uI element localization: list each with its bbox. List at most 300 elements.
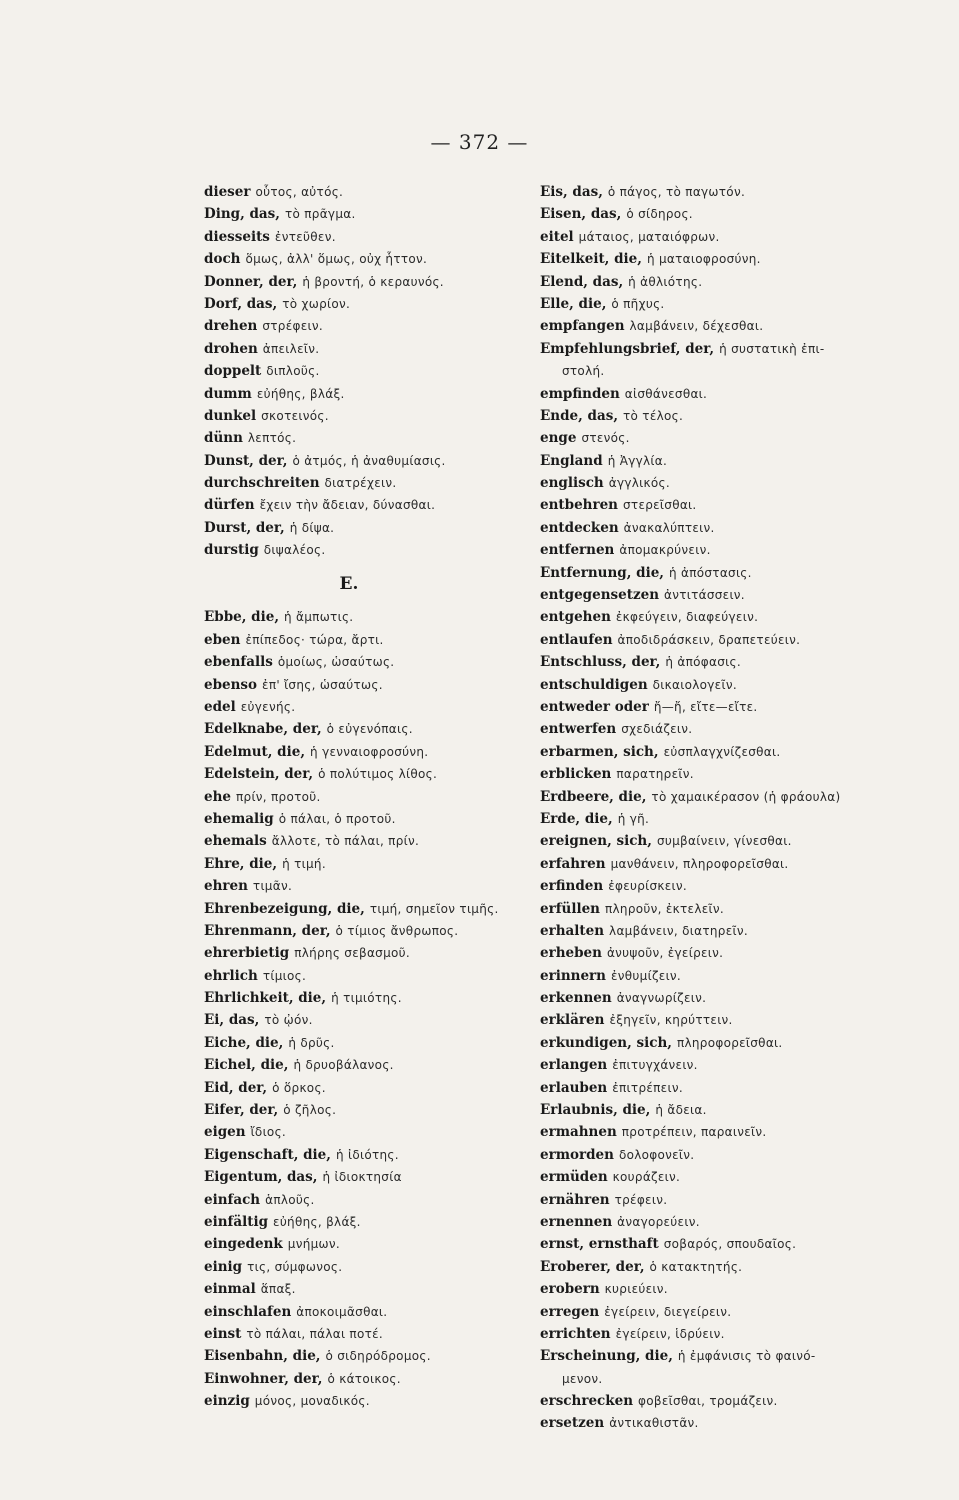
entry-gloss: ὁ κάτοικος. <box>327 1371 401 1386</box>
entry-gloss: λαμβάνειν, διατηρεῖν. <box>609 923 748 938</box>
entry-headword: entdecken <box>540 519 619 536</box>
dictionary-entry <box>204 539 494 561</box>
entry-gloss: μανθάνειν, πληροφορεῖσθαι. <box>610 856 789 871</box>
dictionary-entry <box>204 1233 494 1255</box>
entry-gloss: ἡ ἄμπωτις. <box>284 610 354 625</box>
entry-headword: entwerfen <box>540 721 617 738</box>
entry-gloss: πληροῦν, ἐκτελεῖν. <box>605 901 725 916</box>
dictionary-entry <box>204 203 494 225</box>
entry-headword: einfach <box>204 1191 261 1208</box>
entry-headword: dunkel <box>204 407 257 424</box>
entry-gloss: πληροφορεῖσθαι. <box>676 1035 783 1050</box>
entry-gloss: ἀντιτάσσειν. <box>664 588 745 603</box>
dictionary-entry <box>540 338 860 360</box>
entry-gloss: ἡ τιμή. <box>282 856 326 871</box>
dictionary-entry <box>540 315 860 337</box>
dictionary-entry <box>204 494 494 516</box>
dictionary-entry <box>540 987 860 1009</box>
entry-headword: erfüllen <box>540 900 600 917</box>
entry-gloss: ἐξηγεῖν, κηρύττειν. <box>609 1013 733 1028</box>
entry-gloss: συμβαίνειν, γίνεσθαι. <box>656 834 792 849</box>
entry-gloss: ἐγείρειν, ἱδρύειν. <box>615 1326 725 1341</box>
entry-headword: erregen <box>540 1303 600 1320</box>
dictionary-entry <box>204 383 494 405</box>
entry-gloss: τρέφειν. <box>614 1192 668 1207</box>
entry-headword: erblicken <box>540 766 612 783</box>
entry-gloss: τιμᾶν. <box>252 879 293 894</box>
dictionary-entry <box>204 181 494 203</box>
dictionary-entry <box>204 338 494 360</box>
entry-gloss: εὐγενής. <box>240 700 296 714</box>
entry-gloss: ὁ τίμιος ἄνθρωπος. <box>335 923 459 938</box>
entry-headword: Ding, das, <box>204 206 280 223</box>
dictionary-entry <box>204 1099 494 1121</box>
dictionary-entry <box>204 1278 494 1300</box>
entry-gloss: ἡ ματαιοφροσύνη. <box>646 252 761 267</box>
dictionary-entry <box>540 271 860 293</box>
dictionary-entry <box>540 293 860 315</box>
dictionary-entry <box>540 1099 860 1121</box>
dictionary-entry <box>540 808 860 830</box>
dictionary-entry <box>540 898 860 920</box>
entry-gloss: ἡ τιμιότης. <box>331 991 402 1006</box>
entry-gloss: ὁ ὅρκος. <box>272 1080 326 1095</box>
dictionary-entry <box>204 472 494 494</box>
entry-headword: Edelmut, die, <box>204 743 306 760</box>
entry-headword: ermüden <box>540 1169 608 1186</box>
entry-headword: ehrlich <box>204 967 258 984</box>
left-column <box>204 181 499 1413</box>
dictionary-entry <box>204 786 494 808</box>
entry-gloss: στρέφειν. <box>262 319 323 334</box>
entry-headword: Erscheinung, die, <box>540 1348 673 1365</box>
entry-headword: Entfernung, die, <box>540 564 664 581</box>
entry-headword: Entschluss, der, <box>540 654 661 671</box>
entry-gloss: μενον. <box>562 1371 603 1386</box>
entry-headword: erklären <box>540 1012 605 1029</box>
entry-gloss: οὗτος, αὐτός. <box>255 185 344 199</box>
entry-headword: Dorf, das, <box>204 295 278 312</box>
dictionary-entry <box>540 942 860 964</box>
entry-gloss: ἡ ἀπόστασις. <box>669 565 752 580</box>
entry-gloss: ἔχειν τὴν ἄδειαν, δύνασθαι. <box>259 498 436 513</box>
letter-heading: E. <box>339 573 359 594</box>
dictionary-entry <box>540 1256 860 1278</box>
entry-headword: durstig <box>204 542 259 559</box>
dictionary-entry <box>204 965 494 987</box>
entry-gloss: τὸ τέλος. <box>623 408 684 423</box>
entry-gloss: ἀπομακρύνειν. <box>619 543 711 558</box>
entry-headword: dumm <box>204 385 252 402</box>
entry-gloss: κουράζειν. <box>612 1170 681 1185</box>
dictionary-entry <box>204 808 494 830</box>
entry-headword: Edelstein, der, <box>204 766 314 783</box>
entry-gloss: ὁ σιδηρόδρομος. <box>325 1349 431 1364</box>
entry-headword: Erde, die, <box>540 810 613 827</box>
entry-gloss: λαμβάνειν, δέχεσθαι. <box>629 319 764 334</box>
entry-gloss: προτρέπειν, παραινεῖν. <box>621 1125 767 1140</box>
dictionary-entry <box>204 920 494 942</box>
entry-gloss: ἡ δίψα. <box>289 520 335 535</box>
dictionary-entry <box>204 987 494 1009</box>
entry-gloss: τὸ χαμαικέρασον (ἡ φράουλα) <box>651 789 841 804</box>
entry-headword: Elend, das, <box>540 273 624 290</box>
entry-headword: englisch <box>540 475 604 492</box>
dictionary-entry <box>204 696 494 718</box>
entry-headword: Eid, der, <box>204 1079 268 1096</box>
dictionary-entry <box>204 1368 494 1390</box>
entry-gloss: ὁ ζῆλος. <box>283 1103 337 1118</box>
entry-gloss: ἀπειλεῖν. <box>262 341 320 356</box>
entry-gloss: ἐπίπεδος· τώρα, ἄρτι. <box>245 632 384 647</box>
entry-headword: Eichel, die, <box>204 1057 289 1074</box>
dictionary-entry <box>540 248 860 270</box>
entry-gloss: διατρέχειν. <box>324 476 397 491</box>
entry-headword: eingedenk <box>204 1236 283 1253</box>
dictionary-entry <box>540 875 860 897</box>
entry-headword: drohen <box>204 340 258 357</box>
entry-gloss: στενός. <box>581 431 630 446</box>
entry-headword: Erlaubnis, die, <box>540 1102 651 1119</box>
dictionary-entry <box>204 898 499 920</box>
dictionary-entry <box>540 562 860 584</box>
dictionary-entry <box>204 763 494 785</box>
entry-gloss: ἡ ἄδεια. <box>655 1103 707 1118</box>
entry-gloss: ἀποδιδράσκειν, δραπετεύειν. <box>617 632 801 647</box>
entry-headword: dürfen <box>204 497 255 514</box>
dictionary-entry-continuation <box>540 1368 860 1390</box>
entry-gloss: ἡ ἀθλιότης. <box>628 274 703 289</box>
entry-gloss: στολή. <box>562 364 605 379</box>
entry-gloss: ἡ γενναιοφροσύνη. <box>310 744 429 759</box>
entry-gloss: δικαιολογεῖν. <box>652 677 737 692</box>
entry-gloss: ἀναγνωρίζειν. <box>616 991 707 1006</box>
entry-headword: diesseits <box>204 228 270 245</box>
entry-headword: doppelt <box>204 363 262 380</box>
dictionary-entry <box>540 1412 860 1434</box>
entry-headword: edel <box>204 699 236 715</box>
dictionary-entry <box>540 472 860 494</box>
entry-gloss: ἡ γῆ. <box>617 811 650 826</box>
entry-headword: erlauben <box>540 1079 608 1096</box>
dictionary-entry <box>540 584 860 606</box>
entry-gloss: ἡ συστατικὴ ἐπι- <box>719 341 825 356</box>
entry-headword: dünn <box>204 430 243 447</box>
dictionary-entry <box>540 629 860 651</box>
entry-gloss: ἡ βροντή, ὁ κεραυνός. <box>302 274 444 289</box>
entry-gloss: δολοφονεῖν. <box>618 1147 695 1162</box>
entry-gloss: ἤ—ἤ, εἴτε—εἴτε. <box>653 699 758 714</box>
entry-gloss: κυριεύειν. <box>604 1282 668 1297</box>
dictionary-entry-continuation <box>540 360 860 382</box>
dictionary-entry <box>540 517 860 539</box>
entry-gloss: μόνος, μοναδικός. <box>254 1394 370 1409</box>
entry-gloss: ἀγγλικός. <box>608 476 670 491</box>
entry-headword: empfinden <box>540 385 620 402</box>
entry-headword: ermahnen <box>540 1124 617 1141</box>
dictionary-entry <box>204 315 494 337</box>
dictionary-entry <box>204 226 494 248</box>
entry-gloss: ὁ πάλαι, ὁ προτοῦ. <box>278 811 396 826</box>
dictionary-entry <box>540 920 860 942</box>
dictionary-entry <box>204 741 494 763</box>
entry-headword: ehe <box>204 788 231 805</box>
entry-headword: Dunst, der, <box>204 452 288 469</box>
entry-headword: erfinden <box>540 878 604 895</box>
entry-headword: erschrecken <box>540 1393 634 1410</box>
entry-gloss: μνήμων. <box>287 1237 341 1252</box>
entry-headword: erfahren <box>540 855 606 872</box>
dictionary-entry <box>540 450 860 472</box>
entry-gloss: παρατηρεῖν. <box>616 767 694 782</box>
entry-gloss: ἡ ἀπόφασις. <box>665 655 741 670</box>
dictionary-entry <box>204 875 494 897</box>
entry-headword: einschlafen <box>204 1303 292 1320</box>
entry-headword: Ei, das, <box>204 1012 260 1029</box>
entry-gloss: στερεῖσθαι. <box>623 498 697 513</box>
dictionary-entry <box>540 1121 860 1143</box>
dictionary-entry <box>540 494 860 516</box>
entry-headword: erbarmen, sich, <box>540 743 659 760</box>
dictionary-entry <box>204 1032 494 1054</box>
entry-headword: Erdbeere, die, <box>540 788 647 805</box>
dictionary-entry <box>540 1189 860 1211</box>
entry-headword: entlaufen <box>540 631 613 648</box>
dictionary-entry <box>540 606 860 628</box>
entry-headword: Eitelkeit, die, <box>540 251 642 268</box>
dictionary-entry <box>204 853 494 875</box>
entry-headword: empfangen <box>540 318 625 335</box>
entry-gloss: τὸ πάλαι, πάλαι ποτέ. <box>246 1326 384 1341</box>
entry-headword: England <box>540 452 603 469</box>
dictionary-entry <box>540 696 860 718</box>
dictionary-entry <box>204 271 494 293</box>
entry-headword: ermorden <box>540 1146 614 1163</box>
entry-gloss: ἁπλοῦς. <box>265 1192 315 1207</box>
entry-gloss: τίμιος. <box>262 968 307 983</box>
entry-gloss: ὁ πάγος, τὸ παγωτόν. <box>607 185 746 199</box>
entry-gloss: σοβαρός, σπουδαῖος. <box>663 1237 797 1252</box>
entry-gloss: τὸ ᾠόν. <box>264 1013 313 1028</box>
dictionary-entry <box>204 360 494 382</box>
dictionary-entry <box>540 1032 860 1054</box>
dictionary-entry <box>204 1323 494 1345</box>
entry-gloss: ἀνυψοῦν, ἐγείρειν. <box>606 946 724 961</box>
entry-headword: Donner, der, <box>204 273 298 290</box>
entry-headword: Edelknabe, der, <box>204 721 322 738</box>
entry-gloss: ἐπ' ἴσης, ὡσαύτως. <box>262 677 383 692</box>
dictionary-entry <box>540 203 860 225</box>
dictionary-entry <box>204 1144 494 1166</box>
dictionary-entry <box>204 1009 494 1031</box>
entry-headword: ehren <box>204 878 248 895</box>
entry-headword: entfernen <box>540 542 615 559</box>
entry-gloss: φοβεῖσθαι, τρομάζειν. <box>638 1394 778 1409</box>
entry-headword: ehrerbietig <box>204 945 290 962</box>
entry-headword: Eigenschaft, die, <box>204 1146 331 1163</box>
entry-headword: ernst, ernsthaft <box>540 1236 659 1253</box>
dictionary-entry <box>540 1144 860 1166</box>
entry-headword: Ehrenbezeigung, die, <box>204 900 365 917</box>
dictionary-entry <box>204 942 494 964</box>
entry-headword: einzig <box>204 1393 250 1410</box>
dictionary-entry <box>204 1121 494 1143</box>
entry-gloss: ἡ ἰδιότης. <box>335 1147 399 1162</box>
entry-headword: ereignen, sich, <box>540 833 652 850</box>
entry-headword: Eigentum, das, <box>204 1169 318 1186</box>
dictionary-entry <box>540 226 860 248</box>
entry-gloss: διπλοῦς. <box>266 364 320 379</box>
entry-headword: entbehren <box>540 497 619 514</box>
entry-headword: Eiche, die, <box>204 1034 284 1051</box>
entry-headword: einmal <box>204 1281 256 1298</box>
entry-gloss: ἐφευρίσκειν. <box>608 879 688 894</box>
entry-headword: enge <box>540 430 577 447</box>
entry-gloss: διψαλέος. <box>263 543 326 558</box>
entry-headword: einig <box>204 1258 243 1275</box>
entry-headword: erobern <box>540 1281 600 1298</box>
dictionary-entry <box>204 293 494 315</box>
dictionary-entry <box>540 1301 860 1323</box>
dictionary-entry <box>204 606 494 628</box>
entry-gloss: ἐπιτρέπειν. <box>612 1080 683 1095</box>
dictionary-entry <box>540 830 860 852</box>
dictionary-entry <box>540 651 860 673</box>
entry-gloss: ἴδιος. <box>250 1125 287 1140</box>
entry-gloss: ἡ δρυοβάλανος. <box>293 1058 394 1073</box>
entry-gloss: ἀναγορεύειν. <box>617 1214 700 1229</box>
entry-headword: Empfehlungsbrief, der, <box>540 340 715 357</box>
dictionary-entry <box>204 1211 494 1233</box>
dictionary-entry <box>540 539 860 561</box>
entry-headword: ehemalig <box>204 810 274 827</box>
entry-headword: Eis, das, <box>540 184 603 200</box>
dictionary-entry <box>540 1390 860 1412</box>
dictionary-entry <box>540 1233 860 1255</box>
entry-headword: Ehrlichkeit, die, <box>204 990 327 1007</box>
dictionary-entry <box>204 1345 494 1367</box>
entry-gloss: ἐντεῦθεν. <box>274 229 336 244</box>
dictionary-entry <box>540 1166 860 1188</box>
entry-gloss: ἡ ἰδιοκτησία <box>322 1170 402 1185</box>
entry-gloss: ὁμοίως, ὡσαύτως. <box>277 655 395 670</box>
entry-headword: durchschreiten <box>204 475 320 492</box>
dictionary-entry <box>204 450 494 472</box>
entry-gloss: λεπτός. <box>247 431 297 446</box>
entry-headword: drehen <box>204 318 258 335</box>
entry-gloss: σκοτεινός. <box>261 408 329 423</box>
entry-gloss: ὁ πῆχυς. <box>611 296 665 311</box>
entry-gloss: εὐήθης, βλάξ. <box>273 1214 361 1229</box>
dictionary-entry <box>204 1301 494 1323</box>
dictionary-entry <box>540 786 860 808</box>
dictionary-entry <box>540 1077 860 1099</box>
entry-gloss: εὐσπλαγχνίζεσθαι. <box>663 744 781 759</box>
entry-headword: Ebbe, die, <box>204 609 280 626</box>
entry-gloss: αἰσθάνεσθαι. <box>624 386 708 401</box>
entry-headword: einfältig <box>204 1213 269 1230</box>
entry-gloss: τὸ χωρίον. <box>282 296 351 311</box>
dictionary-entry <box>540 965 860 987</box>
dictionary-entry <box>540 741 860 763</box>
dictionary-entry <box>204 1054 494 1076</box>
dictionary-entry <box>204 405 494 427</box>
dictionary-entry <box>540 1323 860 1345</box>
entry-gloss: μάταιος, ματαιόφρων. <box>578 229 720 244</box>
entry-gloss: εὐήθης, βλάξ. <box>256 386 345 401</box>
entry-gloss: ὁ ἀτμός, ἡ ἀναθυμίασις. <box>292 453 446 468</box>
entry-gloss: τιμή, σημεῖον τιμῆς. <box>369 901 499 916</box>
entry-headword: erhalten <box>540 922 605 939</box>
dictionary-entry <box>204 1166 494 1188</box>
dictionary-entry <box>204 674 494 696</box>
dictionary-entry <box>540 763 860 785</box>
entry-gloss: ὁ κατακτητής. <box>649 1259 743 1274</box>
entry-headword: entgehen <box>540 609 611 626</box>
entry-headword: eigen <box>204 1124 246 1141</box>
entry-gloss: ἅπαξ. <box>260 1282 296 1297</box>
entry-gloss: ἐνθυμίζειν. <box>610 968 682 983</box>
entry-headword: Ehrenmann, der, <box>204 922 331 939</box>
dictionary-entry <box>204 629 494 651</box>
dictionary-entry <box>204 1189 494 1211</box>
entry-headword: ernennen <box>540 1213 613 1230</box>
entry-gloss: ἀνακαλύπτειν. <box>623 520 715 535</box>
entry-headword: entweder oder <box>540 698 649 715</box>
entry-headword: eitel <box>540 228 574 245</box>
entry-gloss: ἀντικαθιστᾶν. <box>609 1416 699 1431</box>
entry-headword: Eisen, das, <box>540 206 622 223</box>
entry-gloss: πλήρης σεβασμοῦ. <box>294 946 410 961</box>
dictionary-entry <box>204 248 494 270</box>
entry-headword: Ehre, die, <box>204 855 278 872</box>
dictionary-entry <box>540 674 860 696</box>
entry-headword: einst <box>204 1325 242 1342</box>
entry-headword: erlangen <box>540 1057 608 1074</box>
dictionary-entry <box>540 853 860 875</box>
entry-headword: ehemals <box>204 833 267 850</box>
entry-gloss: ἄλλοτε, τὸ πάλαι, πρίν. <box>271 834 420 849</box>
dictionary-entry <box>204 1077 494 1099</box>
entry-headword: entschuldigen <box>540 676 648 693</box>
entry-gloss: ἀποκοιμᾶσθαι. <box>296 1304 388 1319</box>
entry-headword: erinnern <box>540 967 606 984</box>
entry-headword: entgegensetzen <box>540 587 660 604</box>
entry-headword: ernähren <box>540 1191 610 1208</box>
entry-headword: ersetzen <box>540 1415 605 1432</box>
dictionary-entry <box>540 427 860 449</box>
dictionary-entry <box>540 1211 860 1233</box>
right-column <box>540 181 860 1435</box>
dictionary-entry <box>540 383 860 405</box>
dictionary-entry <box>204 517 494 539</box>
entry-headword: erheben <box>540 945 602 962</box>
entry-gloss: ἡ Ἀγγλία. <box>607 453 668 468</box>
entry-gloss: ὅμως, ἀλλ' ὅμως, οὐχ ἧττον. <box>245 252 428 267</box>
entry-headword: doch <box>204 251 241 268</box>
entry-headword: Einwohner, der, <box>204 1370 323 1387</box>
dictionary-entry <box>204 1390 494 1412</box>
dictionary-entry <box>540 1009 860 1031</box>
entry-headword: Eifer, der, <box>204 1102 279 1119</box>
dictionary-entry <box>204 427 494 449</box>
entry-headword: ebenso <box>204 676 258 693</box>
entry-gloss: τὸ πρᾶγμα. <box>284 207 356 222</box>
entry-gloss: πρίν, προτοῦ. <box>236 789 321 804</box>
dictionary-entry <box>204 830 494 852</box>
entry-headword: eben <box>204 631 241 648</box>
entry-gloss: ἐκφεύγειν, διαφεύγειν. <box>615 610 759 625</box>
